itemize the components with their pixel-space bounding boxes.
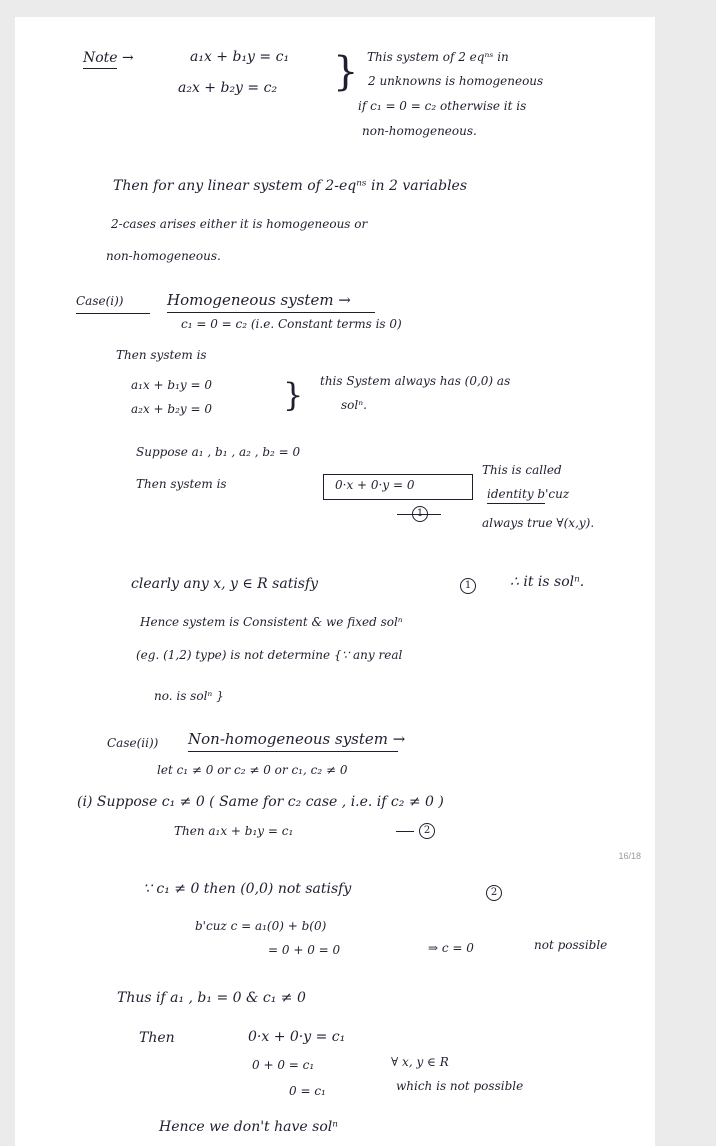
so-is-solution: ∴ it is solⁿ. <box>510 574 585 590</box>
then-equation: Then a₁x + b₁y = c₁ <box>174 824 294 838</box>
equation-marker-line <box>396 831 414 832</box>
suppose-all-zero: Suppose a₁ , b₁ , a₂ , b₂ = 0 <box>136 445 301 459</box>
notes-page-2 <box>15 862 655 1146</box>
case-1-label: Case(i)) <box>76 294 124 308</box>
system-equation-1: a₁x + b₁y = c₁ <box>190 49 290 65</box>
then-word: Then <box>139 1030 175 1046</box>
working-equation-3: 0 = c₁ <box>289 1084 326 1098</box>
then-line-2: 2-cases arises either it is homogeneous or <box>111 217 368 231</box>
then-system-is-2: Then system is <box>136 477 227 491</box>
notes-page-1 <box>15 17 655 862</box>
homogeneous-equation-1: a₁x + b₁y = 0 <box>131 378 213 392</box>
which-not-possible: which is not possible <box>396 1079 524 1093</box>
suppose-c1-nonzero: (i) Suppose c₁ ≠ 0 ( Same for c₂ case , i.e. if c₂ ≠ 0 ) <box>77 794 444 810</box>
equation-ref-1: 1 <box>460 578 476 594</box>
right-brace: } <box>283 376 304 414</box>
always-has-solution-1: this System always has (0,0) as <box>320 374 511 388</box>
for-all-real: ∀ x, y ∈ R <box>391 1055 449 1069</box>
hence-line-2: (eg. (1,2) type) is not determine {∵ any real <box>136 648 403 662</box>
case-1-underline <box>76 313 150 314</box>
always-has-solution-2: solⁿ. <box>341 398 367 412</box>
identity-note-3: always true ∀(x,y). <box>482 516 595 530</box>
then-line-1: Then for any linear system of 2-eqⁿˢ in 2 variables <box>113 178 468 194</box>
clearly-line: clearly any x, y ∈ R satisfy <box>131 576 319 592</box>
zero-sum-line: = 0 + 0 = 0 <box>268 943 341 957</box>
case-2-title-underline <box>188 751 398 752</box>
identity-note-2: identity b'cuz <box>487 487 570 501</box>
identity-note-1: This is called <box>482 463 562 477</box>
not-possible-note: not possible <box>534 938 608 952</box>
case-2-title: Non-homogeneous system → <box>188 730 406 748</box>
equation-ref-2: 2 <box>486 885 502 901</box>
let-condition: let c₁ ≠ 0 or c₂ ≠ 0 or c₁, c₂ ≠ 0 <box>157 763 348 777</box>
right-brace: } <box>333 49 359 95</box>
system-note-4: non-homogeneous. <box>362 124 477 138</box>
then-system-is: Then system is <box>116 348 207 362</box>
thus-line: Thus if a₁ , b₁ = 0 & c₁ ≠ 0 <box>117 990 306 1006</box>
since-c1-nonzero: ∵ c₁ ≠ 0 then (0,0) not satisfy <box>143 881 352 897</box>
implies-c-zero: ⇒ c = 0 <box>428 941 474 955</box>
note-heading: Note → <box>83 50 134 66</box>
page-indicator: 16/18 <box>618 851 641 861</box>
system-note-2: 2 unknowns is homogeneous <box>368 74 544 88</box>
identity-equation: 0·x + 0·y = 0 <box>335 478 415 492</box>
because-line: b'cuz c = a₁(0) + b(0) <box>195 919 327 933</box>
working-equation-2: 0 + 0 = c₁ <box>252 1058 315 1072</box>
homogeneous-equation-2: a₂x + b₂y = 0 <box>131 402 213 416</box>
identity-underline <box>487 503 545 504</box>
hence-no-solution: Hence we don't have solⁿ <box>159 1119 338 1135</box>
hence-line-3: no. is solⁿ } <box>154 689 224 703</box>
equation-marker-2: 2 <box>419 823 435 839</box>
case-1-title-underline <box>167 312 375 313</box>
then-line-3: non-homogeneous. <box>106 249 221 263</box>
system-note-3: if c₁ = 0 = c₂ otherwise it is <box>358 99 527 113</box>
case-1-condition: c₁ = 0 = c₂ (i.e. Constant terms is 0) <box>181 317 402 331</box>
case-2-label: Case(ii)) <box>107 736 159 750</box>
hence-line-1: Hence system is Consistent & we fixed solⁿ <box>140 615 403 629</box>
system-equation-2: a₂x + b₂y = c₂ <box>178 80 278 96</box>
equation-marker-1: 1 <box>412 506 428 522</box>
working-equation-1: 0·x + 0·y = c₁ <box>248 1029 346 1045</box>
case-1-title: Homogeneous system → <box>167 291 351 309</box>
note-underline <box>83 68 117 69</box>
system-note-1: This system of 2 eqⁿˢ in <box>367 50 509 64</box>
